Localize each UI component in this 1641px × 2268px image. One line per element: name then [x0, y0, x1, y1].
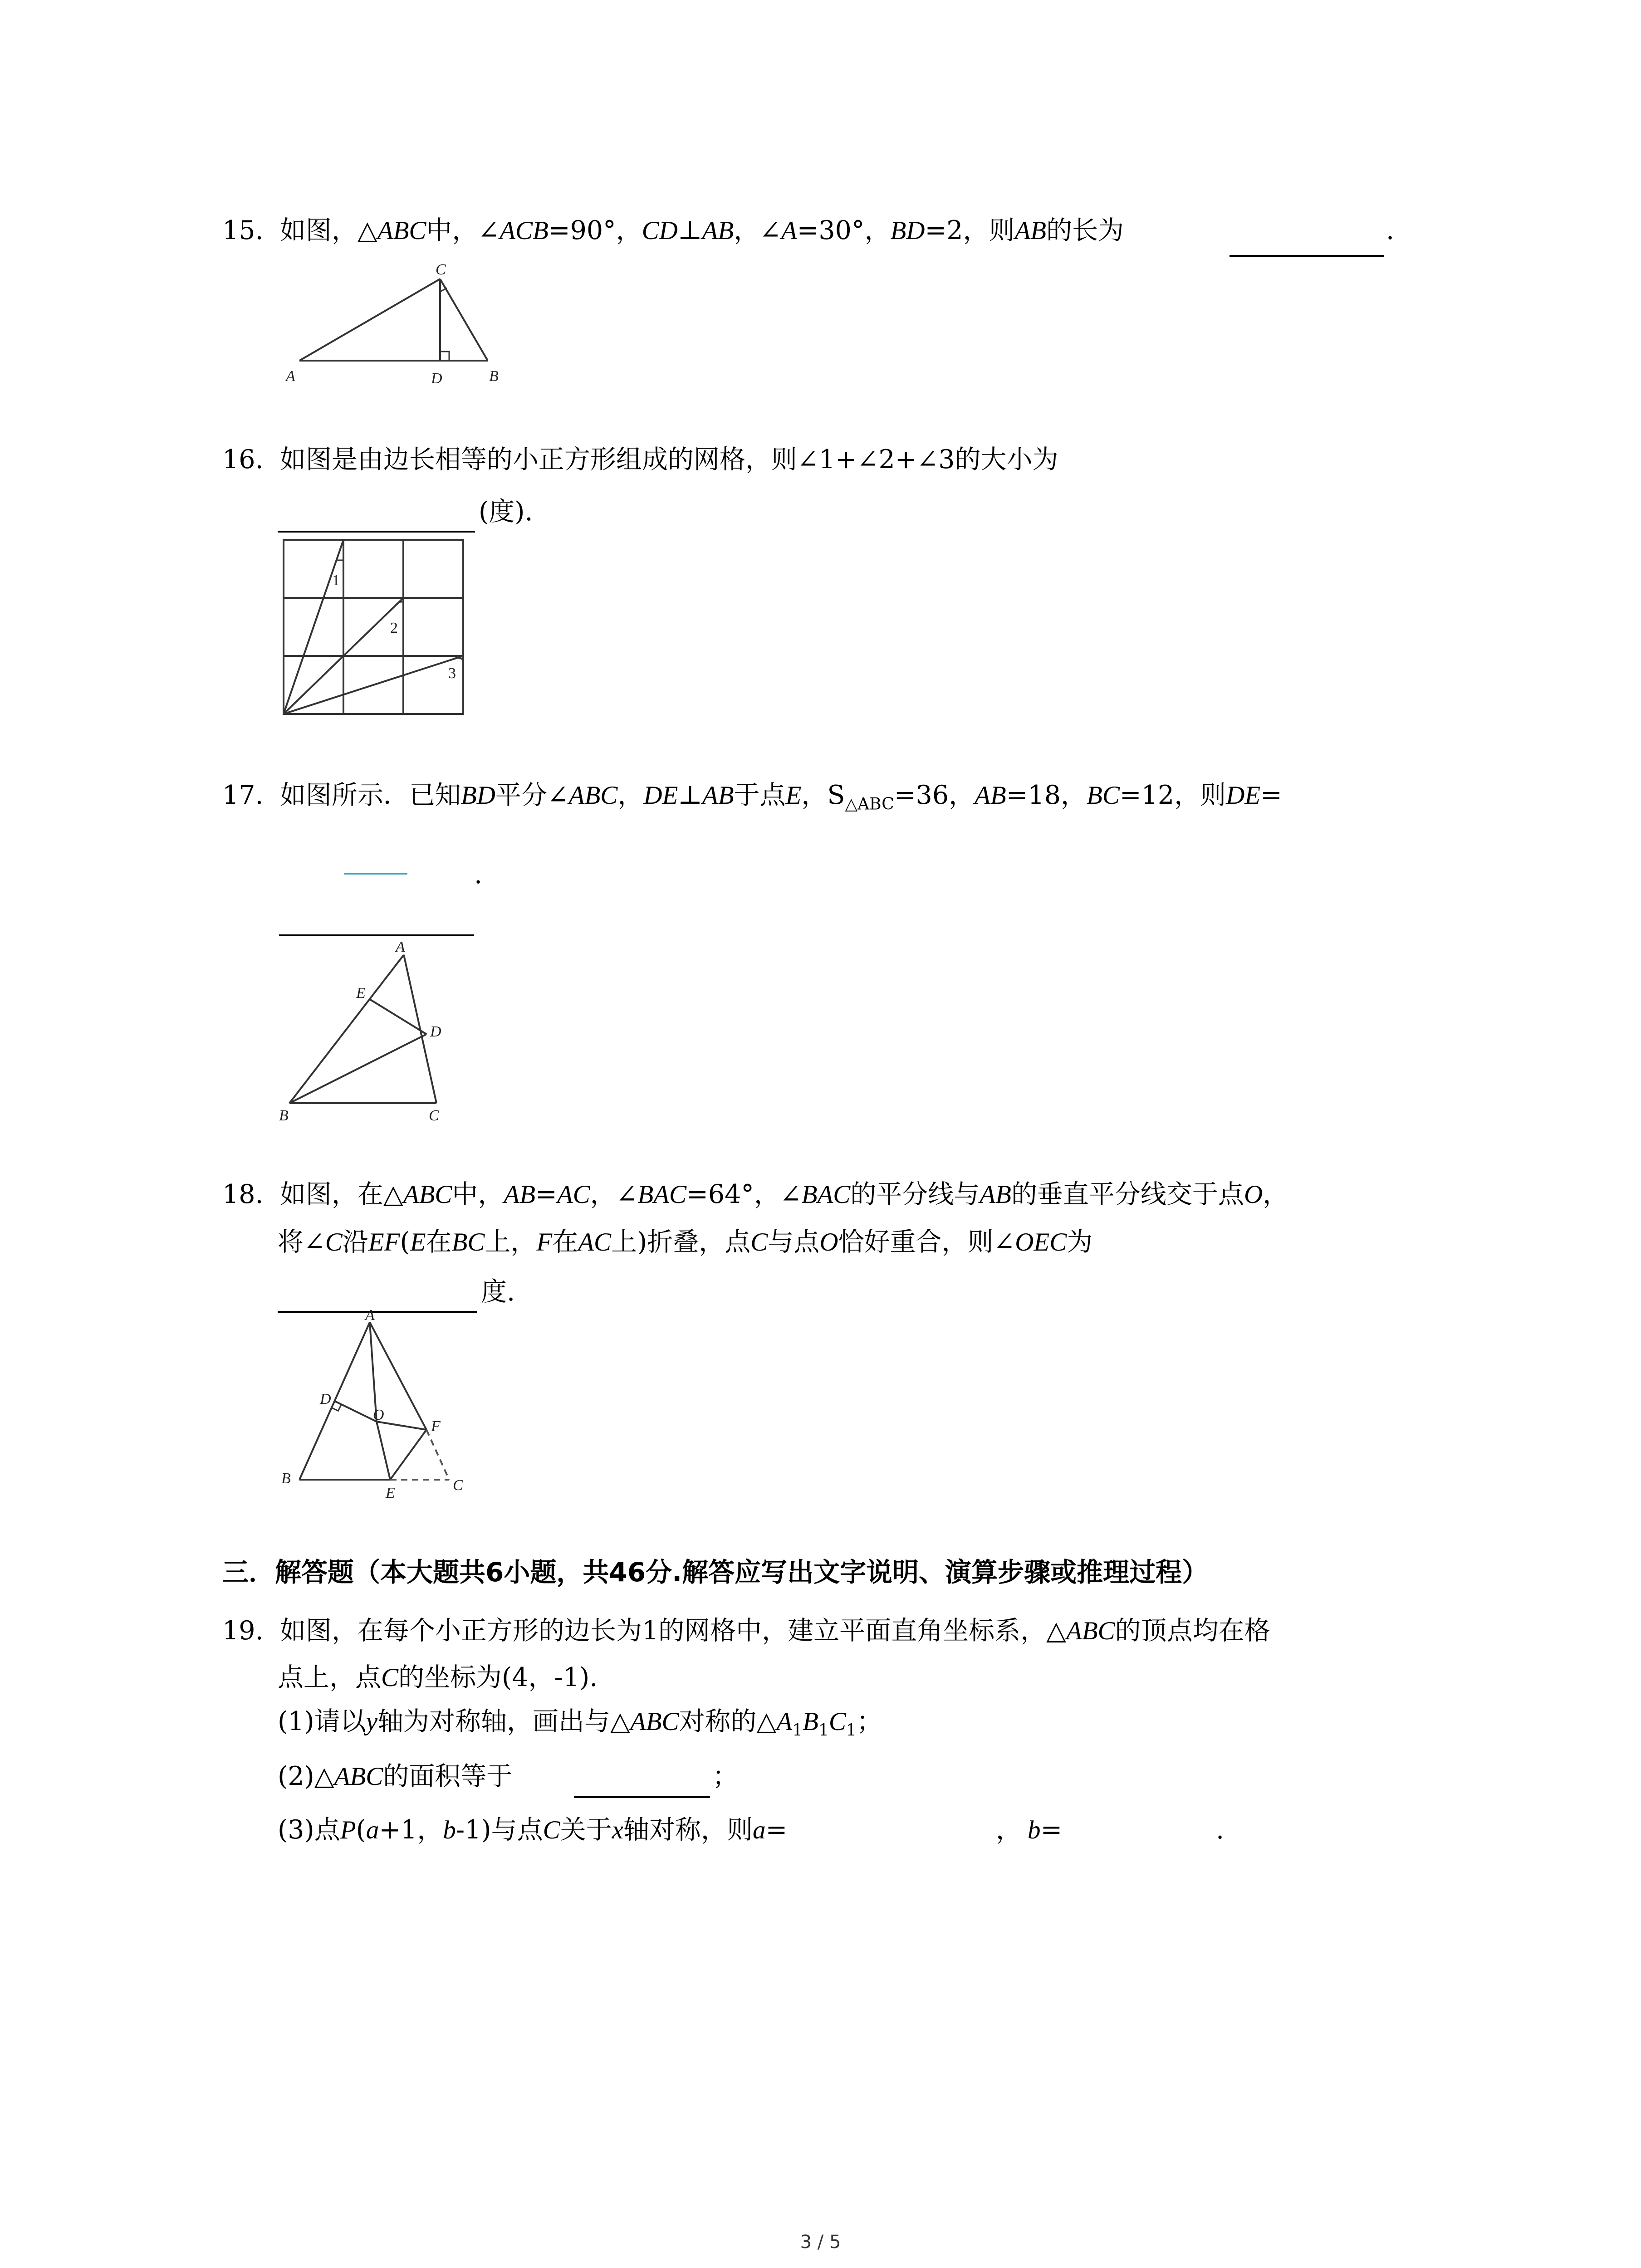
- q17-label-E: E: [356, 985, 366, 1002]
- q15-label-D: D: [431, 370, 442, 387]
- q19-sub2-end: ；: [712, 1761, 738, 1791]
- q15-label-A: A: [286, 368, 295, 385]
- q19-sub3-end: .: [1216, 1815, 1225, 1845]
- q17-label-B: B: [279, 1107, 289, 1124]
- q19-sub2: (2)△ABC的面积等于: [278, 1761, 513, 1791]
- q16-angle-label-2: 2: [390, 620, 398, 636]
- q18-label-F: F: [431, 1418, 441, 1435]
- q19-sub3-comma: ，: [996, 1815, 1022, 1845]
- q15-label-B: B: [489, 368, 499, 385]
- q16-text: 16. 如图是由边长相等的小正方形组成的网格，则∠1+∠2+∠3的大小为: [222, 445, 1058, 474]
- q16-answer-blank[interactable]: [278, 531, 475, 533]
- q15-figure: [277, 261, 513, 388]
- q18-label-E: E: [386, 1485, 395, 1501]
- q19-line2: 点上，点C的坐标为(4，-1).: [278, 1662, 598, 1692]
- q15-answer-blank[interactable]: [1230, 255, 1384, 257]
- q18-suffix: 度.: [481, 1277, 515, 1307]
- q18-line1: 18. 如图，在△ABC中，AB=AC，∠BAC=64°，∠BAC的平分线与AB的垂直平分线交于点O，: [222, 1179, 1289, 1209]
- q19-sub1: (1)请以y轴为对称轴，画出与△ABC对称的$\triangle A_1B_1C_1$；: [278, 1706, 882, 1740]
- q15-label-C: C: [436, 261, 446, 278]
- q17-label-D: D: [430, 1023, 441, 1040]
- q18-label-O: O: [373, 1407, 384, 1423]
- q16-angle-label-3: 3: [448, 665, 456, 682]
- q18-label-D: D: [320, 1391, 331, 1408]
- q17-figure: [272, 934, 463, 1129]
- q16-angle-label-1: 1: [332, 572, 340, 589]
- q19-sub3-b: b=: [1028, 1815, 1063, 1845]
- q17-label-C: C: [429, 1107, 439, 1124]
- q18-label-B: B: [281, 1470, 291, 1487]
- page-number: 3 / 5: [800, 2232, 841, 2253]
- q19-a-answer-field[interactable]: [853, 1814, 989, 1846]
- q16-grid-figure: [281, 538, 467, 719]
- q17-text: 17. 如图所示．已知BD平分∠ABC，DE⊥AB于点E，$S_{\triangle ABC}=36$，AB=18，BC=12，则DE=: [222, 780, 1282, 814]
- q17-label-A: A: [396, 938, 405, 955]
- q18-line2: 将∠C沿EF(E在BC上，F在AC上)折叠，点C与点O恰好重合，则∠OEC为: [278, 1227, 1093, 1257]
- q19-sub3: (3)点P(a+1，b-1)与点C关于x轴对称，则a=: [278, 1815, 788, 1845]
- q16-suffix: (度).: [479, 497, 533, 527]
- q18-label-A: A: [365, 1307, 375, 1324]
- q19-area-answer-blank[interactable]: [574, 1796, 710, 1798]
- q17-subscript: △ABC: [845, 795, 894, 814]
- q19-line1: 19. 如图，在每个小正方形的边长为1的网格中，建立平面直角坐标系，△ABC的顶点均在格: [222, 1616, 1270, 1646]
- section3-heading: 三．解答题（本大题共6小题，共46分.解答应写出文字说明、演算步骤或推理过程）: [222, 1557, 1209, 1588]
- q18-figure: [272, 1307, 481, 1510]
- q17-answer-cyan-line: [344, 873, 407, 875]
- q17-end-period: .: [474, 860, 483, 890]
- q19-b-answer-field[interactable]: [1071, 1814, 1207, 1846]
- q15-end-period: .: [1386, 215, 1395, 245]
- q15-text: 15. 如图，△ABC中，∠ACB=90°，CD⊥AB，∠A=30°，BD=2，则AB的长为: [222, 215, 1124, 245]
- q18-label-C: C: [453, 1477, 463, 1494]
